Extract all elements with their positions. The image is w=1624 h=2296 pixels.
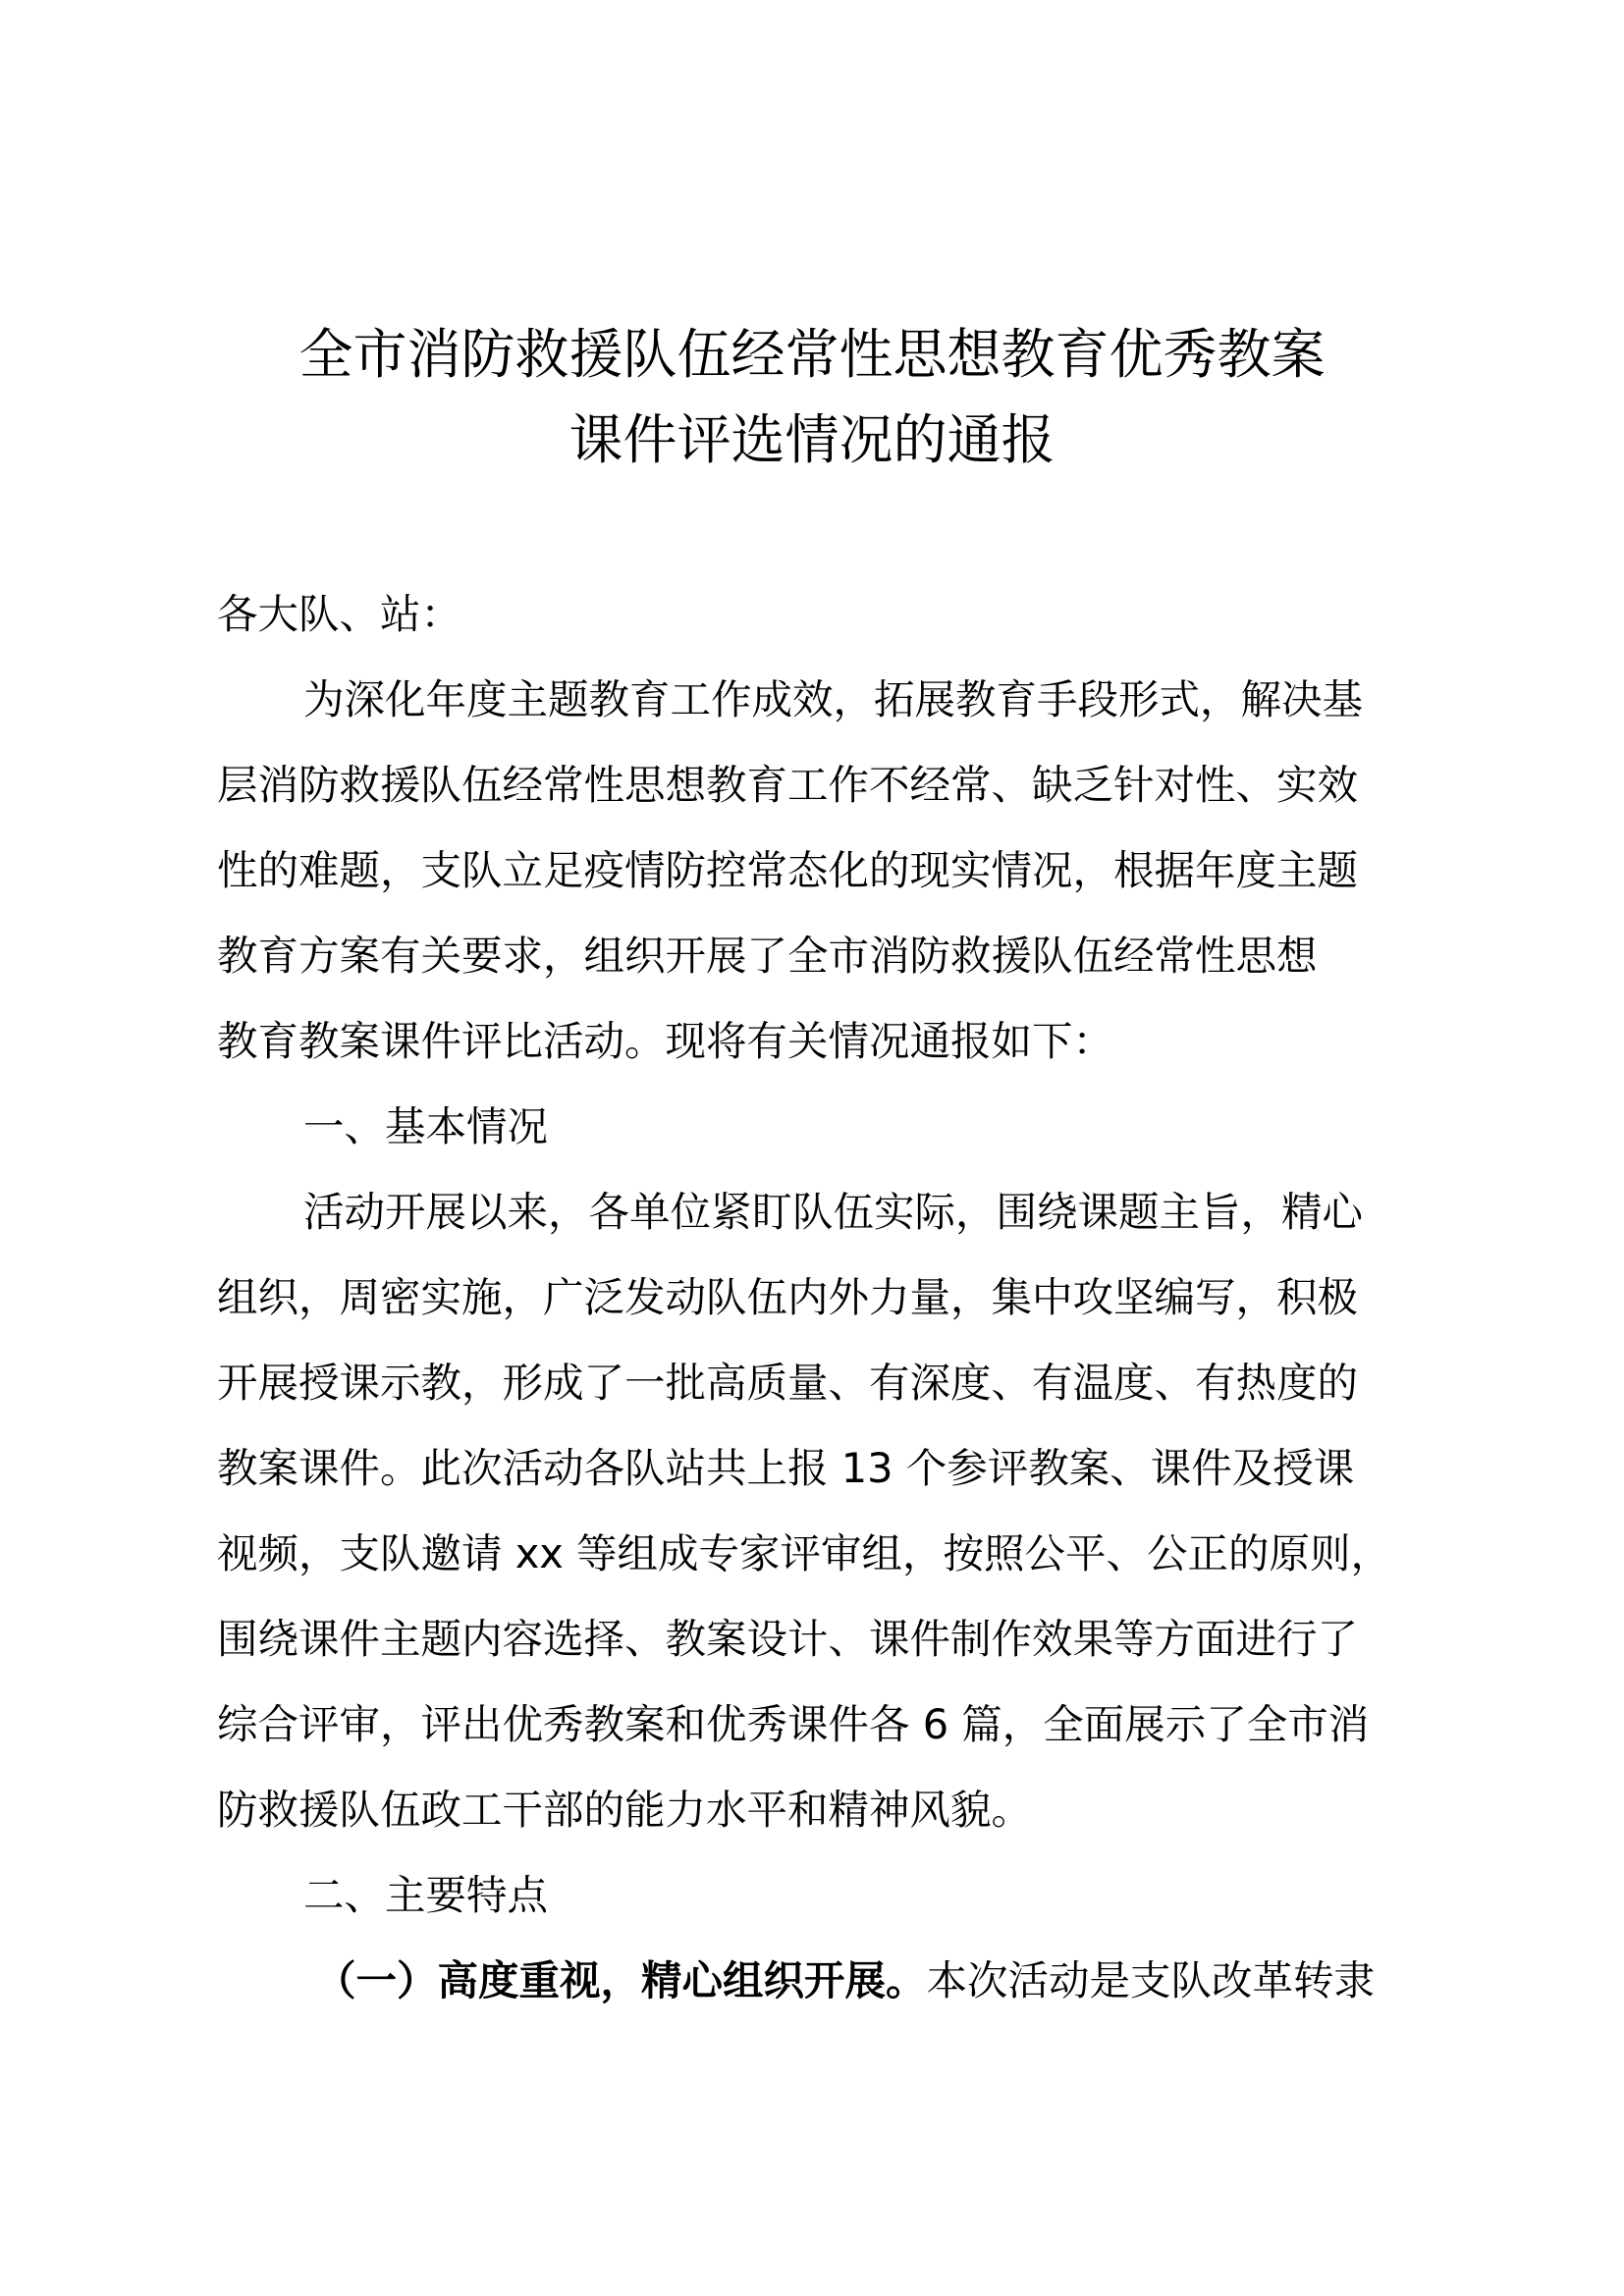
subsection-1-text: 本次活动是支队改革转隶 <box>926 1956 1376 2004</box>
document-title <box>196 312 1428 483</box>
section1-line: 活动开展以来，各单位紧盯队伍实际，围绕课题主旨，精心 <box>303 1188 1364 1236</box>
document-body <box>217 571 1415 2023</box>
section1-line: 开展授课示教，形成了一批高质量、有深度、有温度、有热度的 <box>217 1359 1359 1407</box>
section1-line: 视频，支队邀请 xx 等组成专家评审组，按照公平、公正的原则， <box>217 1529 1392 1577</box>
section1-line: 围绕课件主题内容选择、教案设计、课件制作效果等方面进行了 <box>217 1615 1359 1663</box>
intro-line: 为深化年度主题教育工作成效，拓展教育手段形式，解决基 <box>303 675 1364 723</box>
title-line-2: 课件评选情况的通报 <box>568 408 1056 471</box>
section1-line: 组织，周密实施，广泛发动队伍内外力量，集中攻坚编写，积极 <box>217 1273 1359 1321</box>
intro-line: 层消防救援队伍经常性思想教育工作不经常、缺乏针对性、实效 <box>217 761 1359 809</box>
subsection-1 <box>217 1938 1415 2023</box>
section-heading-features: 二、主要特点 <box>303 1871 549 1919</box>
salutation: 各大队、站： <box>217 590 462 638</box>
subsection-1-lead: （一）高度重视，精心组织开展。 <box>315 1956 927 2004</box>
intro-line: 性的难题，支队立足疫情防控常态化的现实情况，根据年度主题 <box>217 846 1359 894</box>
section-heading-basic: 一、基本情况 <box>303 1102 549 1150</box>
intro-line: 教育方案有关要求，组织开展了全市消防救援队伍经常性思想 <box>217 932 1318 980</box>
section1-line: 防救援队伍政工干部的能力水平和精神风貌。 <box>217 1786 1033 1834</box>
section1-line: 综合评审，评出优秀教案和优秀课件各 6 篇，全面展示了全市消 <box>217 1700 1370 1748</box>
section1-line: 教案课件。此次活动各队站共上报 13 个参评教案、课件及授课 <box>217 1444 1355 1492</box>
intro-line: 教育教案课件评比活动。现将有关情况通报如下： <box>217 1017 1114 1065</box>
title-line-1: 全市消防救援队伍经常性思想教育优秀教案 <box>298 323 1326 386</box>
